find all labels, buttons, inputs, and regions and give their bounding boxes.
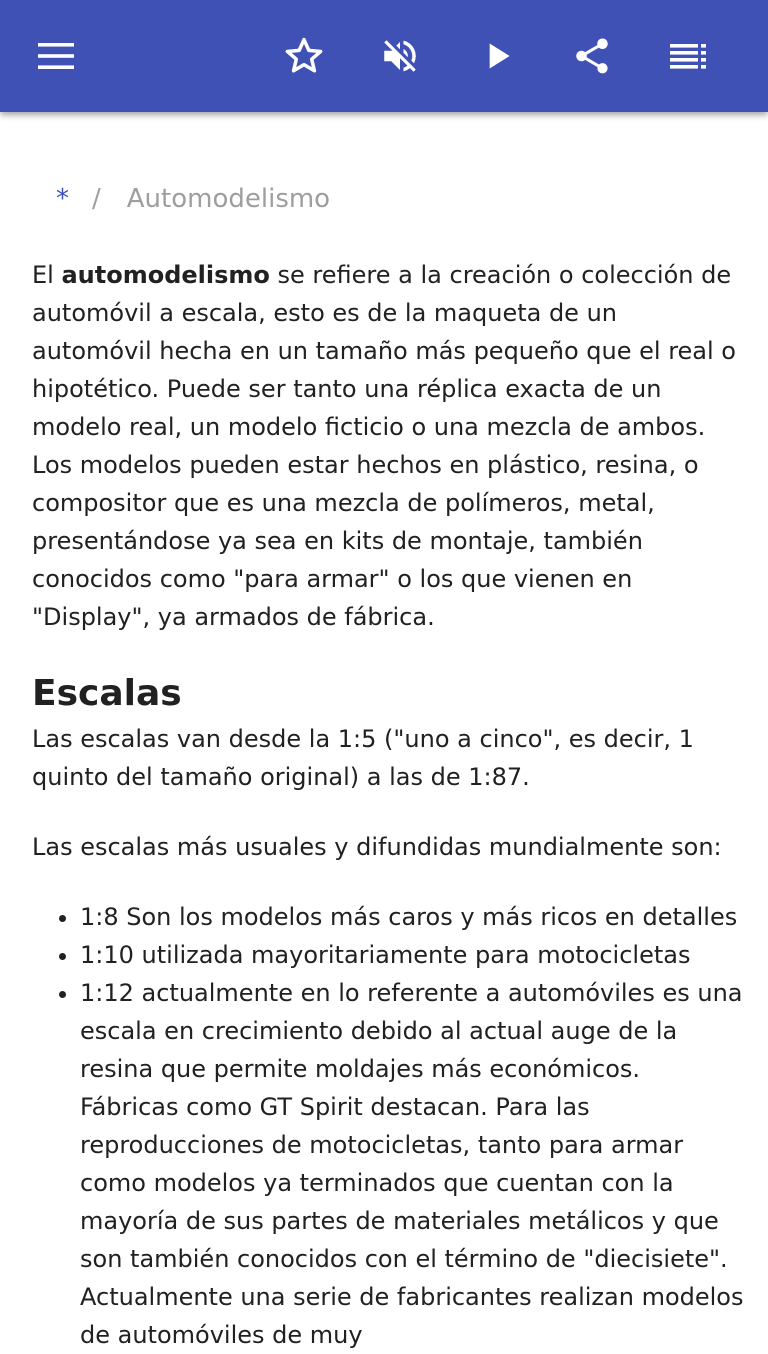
- playlist-icon: [668, 36, 708, 76]
- play-button[interactable]: [466, 24, 530, 88]
- list-item: • 1:10 utilizada mayoritariamente para motocicletas: [80, 936, 744, 974]
- breadcrumb: [56, 182, 330, 216]
- star-outline-icon: [283, 35, 325, 77]
- article-body: [32, 256, 744, 1354]
- list-item: • 1:8 Son los modelos más caros y más ricos en detalles: [80, 898, 744, 936]
- intro-text: se refiere a la creación o colección de automóvil a escala, esto es de la maqueta de un automóvil hecha en un tamaño más pequeño que el real o hipotético. Puede ser tanto una réplica exacta de un modelo real, un modelo ficticio o una mezcla de ambos. Los modelos pueden estar hechos en plástico, resina, o compositor que es una mezcla de polímeros, metal, presentándose ya sea en kits de montaje, también conocidos como "para armar" o los que vienen en "Display", ya armados de fábrica.: [32, 261, 736, 631]
- menu-button[interactable]: [24, 24, 88, 88]
- mute-button[interactable]: [368, 24, 432, 88]
- breadcrumb-separator: /: [92, 184, 101, 214]
- intro-paragraph: [32, 256, 744, 636]
- share-icon: [571, 35, 613, 77]
- scales-list: [32, 898, 744, 1354]
- article-content[interactable]: [0, 112, 768, 1349]
- intro-prefix: El: [32, 261, 62, 289]
- common-scales-paragraph: Las escalas más usuales y difundidas mundialmente son:: [32, 833, 722, 861]
- contents-button[interactable]: [656, 24, 720, 88]
- app-bar: [0, 0, 768, 112]
- section-heading-escalas: Escalas: [32, 673, 182, 714]
- volume-off-icon: [379, 35, 421, 77]
- list-item: • 1:12 actualmente en lo referente a automóviles es una escala en crecimiento debido al actual auge de la resina que permite moldajes más económicos. Fábricas como GT Spirit destacan. Para las reproducciones de motocicletas, tanto para armar como modelos ya terminados que cuentan con la mayoría de sus partes de materiales metálicos y que son también conocidos con el término de "diecisiete". Actualmente una serie de fabricantes realizan modelos de automóviles de muy: [80, 974, 744, 1354]
- intro-bold-term: automodelismo: [61, 261, 270, 289]
- share-button[interactable]: [560, 24, 624, 88]
- scales-paragraph: Las escalas van desde la 1:5 ("uno a cinco", es decir, 1 quinto del tamaño original) a las de 1:87.: [32, 725, 694, 791]
- favorite-button[interactable]: [272, 24, 336, 88]
- breadcrumb-home-link[interactable]: *: [56, 184, 69, 214]
- breadcrumb-current: Automodelismo: [126, 184, 331, 214]
- menu-icon: [36, 36, 76, 76]
- play-icon: [478, 36, 518, 76]
